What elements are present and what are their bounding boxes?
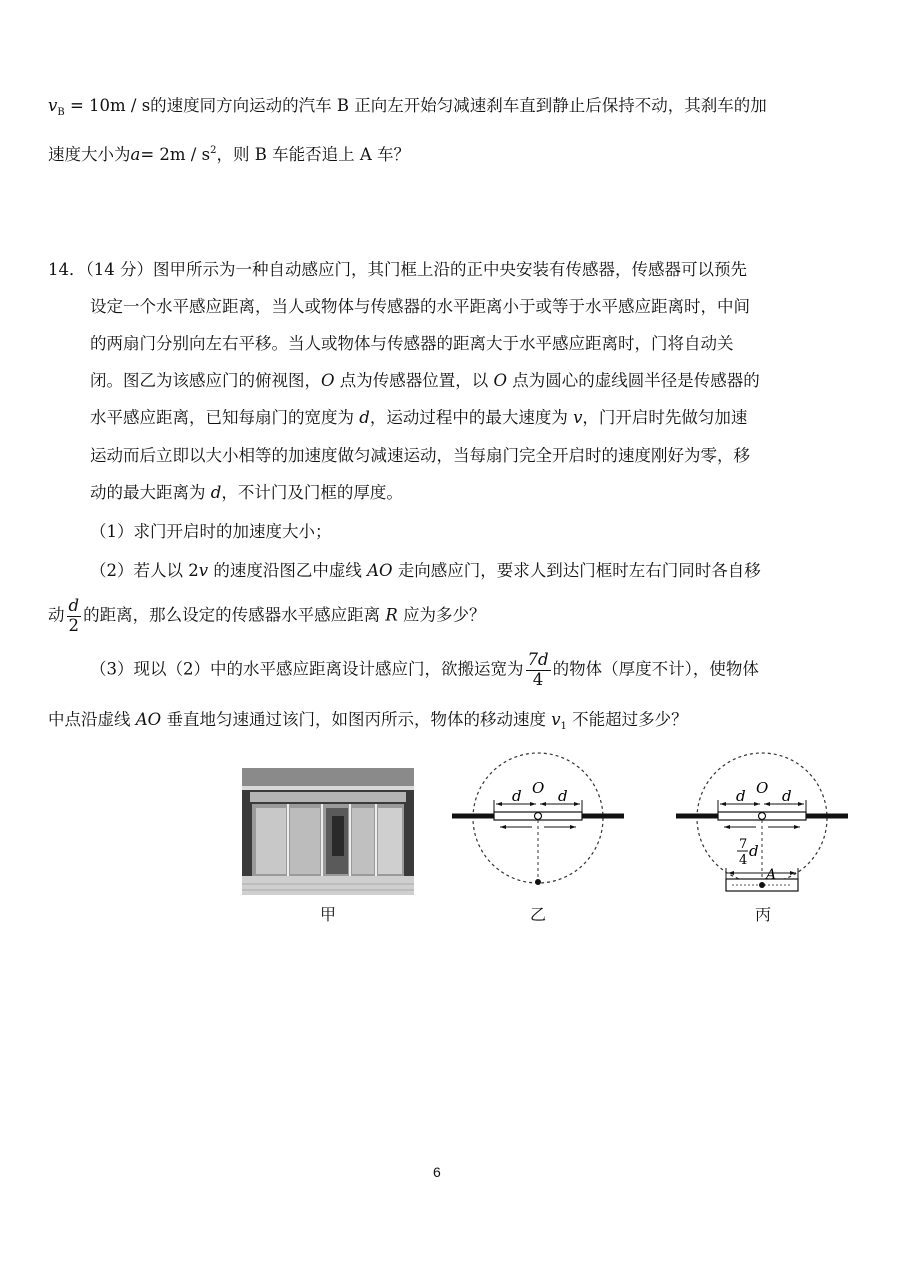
caption-yi: 乙 — [530, 905, 547, 924]
problem-line-7: 动的最大距离为 d，不计门及门框的厚度。 — [90, 483, 403, 502]
question-2-line-1: （2）若人以 2v 的速度沿图乙中虚线 AO 走向感应门，要求人到达门框时左右门同时各自移 — [90, 561, 761, 580]
problem-line-6: 运动而后立即以大小相等的加速度做匀减速运动，当每扇门完全开启时的速度刚好为零，移 — [90, 446, 750, 465]
caption-jia: 甲 — [320, 905, 337, 924]
label-d-width: d — [749, 842, 759, 860]
problem-line-5: 水平感应距离，已知每扇门的宽度为 d，运动过程中的最大速度为 v，门开启时先做匀加速 — [90, 408, 748, 427]
intro-text-1: 的速度同方向运动的汽车 B 正向左开始匀减速刹车直到静止后保持不动，其刹车的加 — [150, 96, 767, 115]
label-O: O — [532, 779, 545, 797]
intro-line-2 — [48, 146, 410, 164]
question-2-line-2: 动 $\frac{d}{2}$ 的距离，那么设定的传感器水平感应距离 R 应为多少？ — [48, 596, 486, 635]
question-1: （1）求门开启时的加速度大小； — [90, 522, 332, 541]
var-vB: $v_B$ — [48, 96, 65, 118]
label-A: A — [766, 867, 777, 883]
caption-bing: 丙 — [755, 905, 772, 924]
intro-line-1 — [48, 98, 767, 118]
var-a: a — [130, 145, 141, 164]
eq-vB: = 10m / s — [69, 96, 151, 115]
question-3-line-1: （3）现以（2）中的水平感应距离设计感应门，欲搬运宽为 $\frac{7d}{4}$ 的物体（厚度不计），使物体 — [90, 650, 759, 689]
figure-bing-diagram — [672, 752, 852, 897]
label-d-left: d — [512, 787, 522, 805]
eq-a: = 2m / s — [140, 145, 211, 164]
label-d-right: d — [558, 787, 568, 805]
label-d-right: d — [782, 787, 792, 805]
question-3-line-2: 中点沿虚线 AO 垂直地匀速通过该门，如图丙所示，物体的移动速度 $v_1$ 不能超过多少？ — [48, 710, 688, 732]
label-d-left: d — [736, 787, 746, 805]
problem-line-3: 的两扇门分别向左右平移。当人或物体与传感器的距离大于水平感应距离时，门将自动关 — [90, 334, 734, 353]
page-number: 6 — [433, 1164, 441, 1180]
problem-line-1: 14．（14 分）图甲所示为一种自动感应门，其门框上沿的正中央安装有传感器，传感器可以预先 — [48, 260, 747, 279]
figure-jia-photo — [242, 768, 414, 895]
intro-text-2a: 速度大小为 — [48, 145, 131, 164]
fraction-d-over-2: $\frac{d}{2}$ — [68, 596, 80, 635]
intro-text-2b: ，则 B 车能否追上 A 车？ — [216, 145, 410, 164]
label-4: 4 — [739, 853, 748, 868]
eq-a-exp: 2 — [210, 145, 217, 156]
label-O: O — [756, 779, 769, 797]
figure-yi-diagram — [448, 752, 628, 897]
problem-line-2: 设定一个水平感应距离，当人或物体与传感器的水平距离小于或等于水平感应距离时，中间 — [90, 297, 750, 316]
fraction-7d-over-4: $\frac{7d}{4}$ — [527, 650, 549, 689]
label-7: 7 — [739, 837, 748, 852]
problem-line-4: 闭。图乙为该感应门的俯视图，O 点为传感器位置，以 O 点为圆心的虚线圆半径是传感器的 — [90, 371, 760, 390]
